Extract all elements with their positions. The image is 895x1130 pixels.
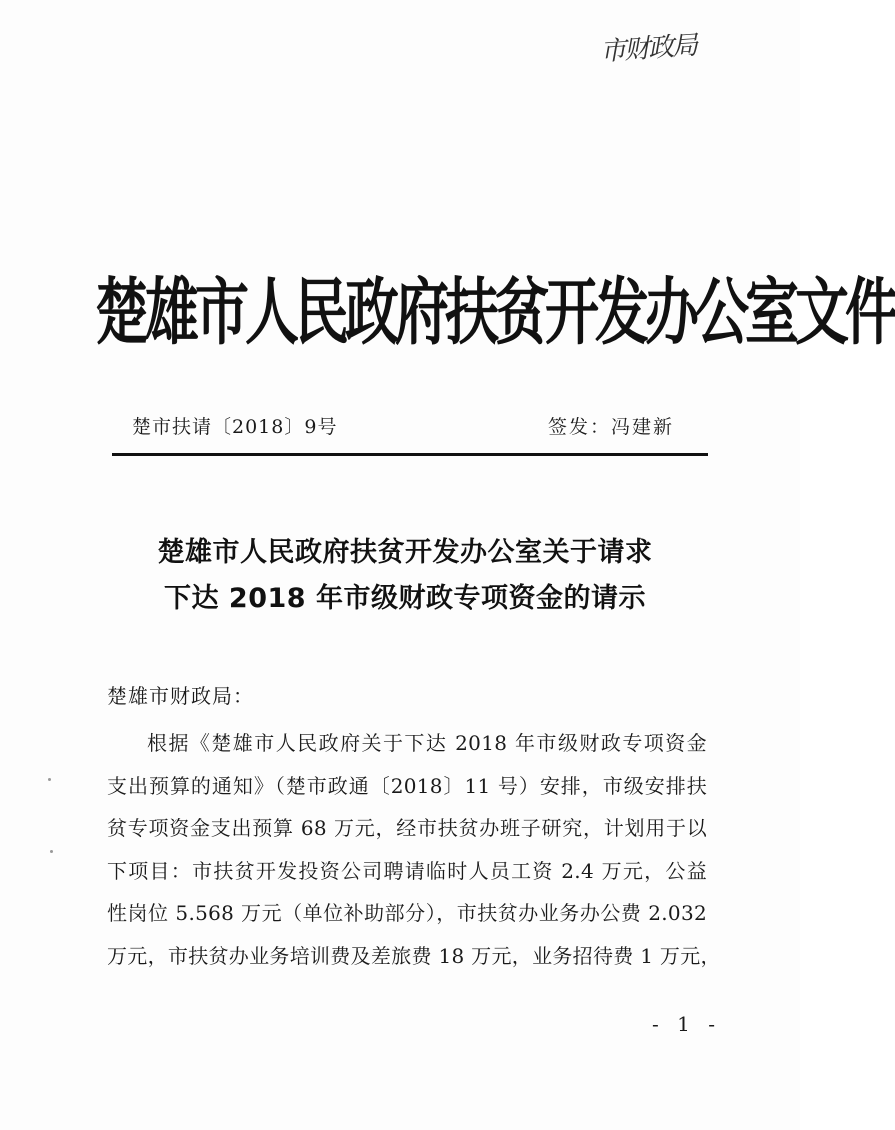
body-line: 根据《楚雄市人民政府关于下达 2018 年市级财政专项资金 bbox=[147, 731, 707, 755]
signer: 签发：冯建新 bbox=[548, 416, 675, 438]
document-number: 楚市扶请〔2018〕9号 bbox=[132, 416, 338, 438]
document-title-line-2: 下达 2018 年市级财政专项资金的请示 bbox=[164, 583, 646, 614]
page-number: - 1 - bbox=[652, 1012, 721, 1036]
body-line: 性岗位 5.568 万元（单位补助部分），市扶贫办业务办公费 2.032 bbox=[107, 901, 707, 925]
handwritten-annotation: 市财政局 bbox=[599, 30, 698, 68]
document-header-title: 楚雄市人民政府扶贫开发办公室文件 bbox=[95, 269, 895, 355]
salutation: 楚雄市财政局： bbox=[107, 684, 254, 708]
header-divider bbox=[112, 453, 708, 456]
body-line: 下项目：市扶贫开发投资公司聘请临时人员工资 2.4 万元，公益 bbox=[107, 858, 707, 883]
body-line: 万元，市扶贫办业务培训费及差旅费 18 万元，业务招待费 1 万元， bbox=[107, 943, 721, 968]
body-line: 贫专项资金支出预算 68 万元，经市扶贫办班子研究，计划用于以 bbox=[107, 816, 707, 840]
body-line: 支出预算的通知》（楚市政通〔2018〕11 号）安排，市级安排扶 bbox=[107, 773, 707, 798]
body-paragraph bbox=[107, 722, 721, 977]
document-title bbox=[100, 530, 710, 622]
scan-speck bbox=[48, 778, 51, 781]
document-title-line-1: 楚雄市人民政府扶贫开发办公室关于请求 bbox=[157, 537, 653, 568]
scan-speck bbox=[50, 850, 53, 853]
